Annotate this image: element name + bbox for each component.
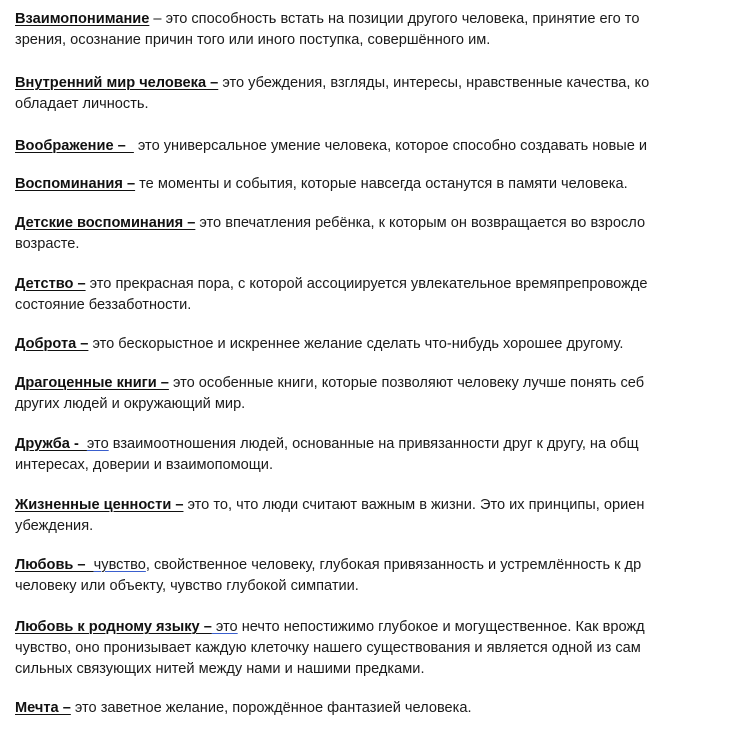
entry-line-continuation: обладает личность. bbox=[15, 96, 149, 112]
entry-definition: – это способность встать на позиции другого человека, принятие его то bbox=[149, 11, 640, 27]
proofing-marked-word: чувство bbox=[93, 557, 146, 573]
proofing-marked-word: это bbox=[86, 436, 109, 452]
entry-definition: это прекрасная пора, с которой ассоциируется увлекательное времяпрепровожде bbox=[85, 276, 648, 292]
glossary-entry bbox=[15, 213, 755, 255]
entry-term: Драгоценные книги – bbox=[15, 375, 169, 391]
entry-term: Внутренний мир человека – bbox=[15, 75, 219, 91]
proofing-marked-word: это bbox=[211, 619, 238, 635]
entry-definition: это убеждения, взгляды, интересы, нравственные качества, ко bbox=[218, 75, 650, 91]
entry-line bbox=[15, 617, 755, 638]
entry-term: Воспоминания – bbox=[15, 176, 136, 192]
entry-line bbox=[15, 373, 755, 394]
entry-term: Мечта – bbox=[15, 700, 71, 716]
entry-line-continuation: зрения, осознание причин того или иного поступка, совершённого им. bbox=[15, 32, 491, 48]
entry-definition: это особенные книги, которые позволяют человеку лучше понять себ bbox=[168, 375, 645, 391]
glossary-entry bbox=[15, 136, 755, 157]
entry-definition: нечто непостижимо глубокое и могущественное. Как врожд bbox=[237, 619, 645, 635]
entry-term: Жизненные ценности – bbox=[15, 497, 184, 513]
entry-definition: те моменты и события, которые навсегда останутся в памяти человека. bbox=[135, 176, 628, 192]
entry-line-continuation: человеку или объекту, чувство глубокой симпатии. bbox=[15, 578, 359, 594]
entry-definition: это бескорыстное и искреннее желание сделать что-нибудь хорошее другому. bbox=[88, 336, 624, 352]
entry-line bbox=[15, 555, 755, 576]
entry-definition: это то, что люди считают важным в жизни. Это их принципы, ориен bbox=[183, 497, 645, 513]
entry-line-continuation: интересах, доверии и взаимопомощи. bbox=[15, 457, 273, 473]
entry-term: Детство – bbox=[15, 276, 86, 292]
entry-line-continuation: убеждения. bbox=[15, 518, 94, 534]
entry-definition: взаимоотношения людей, основанные на привязанности друг к другу, на общ bbox=[108, 436, 639, 452]
entry-line-continuation: состояние беззаботности. bbox=[15, 297, 192, 313]
entry-line bbox=[15, 174, 755, 195]
glossary-entry bbox=[15, 373, 755, 415]
entry-line-continuation: других людей и окружающий мир. bbox=[15, 396, 246, 412]
glossary-entry bbox=[15, 434, 755, 476]
entry-line bbox=[15, 73, 755, 94]
entry-line-continuation: возрасте. bbox=[15, 236, 80, 252]
entry-line bbox=[15, 274, 755, 295]
glossary-entry bbox=[15, 698, 755, 719]
entry-line bbox=[15, 334, 755, 355]
entry-line bbox=[15, 434, 755, 455]
entry-term: Любовь – bbox=[15, 557, 94, 573]
entry-line-continuation: чувство, оно пронизывает каждую клеточку нашего существования и является одной из сам bbox=[15, 640, 641, 656]
glossary-entry bbox=[15, 617, 755, 680]
entry-definition: это универсальное умение человека, которое способно создавать новые и bbox=[133, 138, 648, 154]
entry-definition: это впечатления ребёнка, к которым он возвращается во взросло bbox=[195, 215, 646, 231]
glossary-entry bbox=[15, 274, 755, 316]
entry-line bbox=[15, 495, 755, 516]
entry-definition: , свойственное человеку, глубокая привязанность и устремлённость к др bbox=[145, 557, 642, 573]
glossary-entry bbox=[15, 9, 755, 51]
glossary-entry bbox=[15, 555, 755, 597]
entry-line bbox=[15, 213, 755, 234]
entry-term: Дружба - bbox=[15, 436, 87, 452]
entry-line-continuation: сильных связующих нитей между нами и нашими предками. bbox=[15, 661, 425, 677]
glossary-entry bbox=[15, 73, 755, 115]
entry-term: Детские воспоминания – bbox=[15, 215, 196, 231]
entry-line bbox=[15, 136, 755, 157]
entry-line bbox=[15, 698, 755, 719]
entry-term: Любовь к родному языку – bbox=[15, 619, 212, 635]
entry-line bbox=[15, 9, 755, 30]
entry-definition: это заветное желание, порождённое фантазией человека. bbox=[70, 700, 472, 716]
entry-term: Взаимопонимание bbox=[15, 11, 150, 27]
glossary-entry bbox=[15, 174, 755, 195]
entry-term: Доброта – bbox=[15, 336, 89, 352]
glossary-entry bbox=[15, 495, 755, 537]
entry-term: Воображение – bbox=[15, 138, 134, 154]
glossary-entry bbox=[15, 334, 755, 355]
